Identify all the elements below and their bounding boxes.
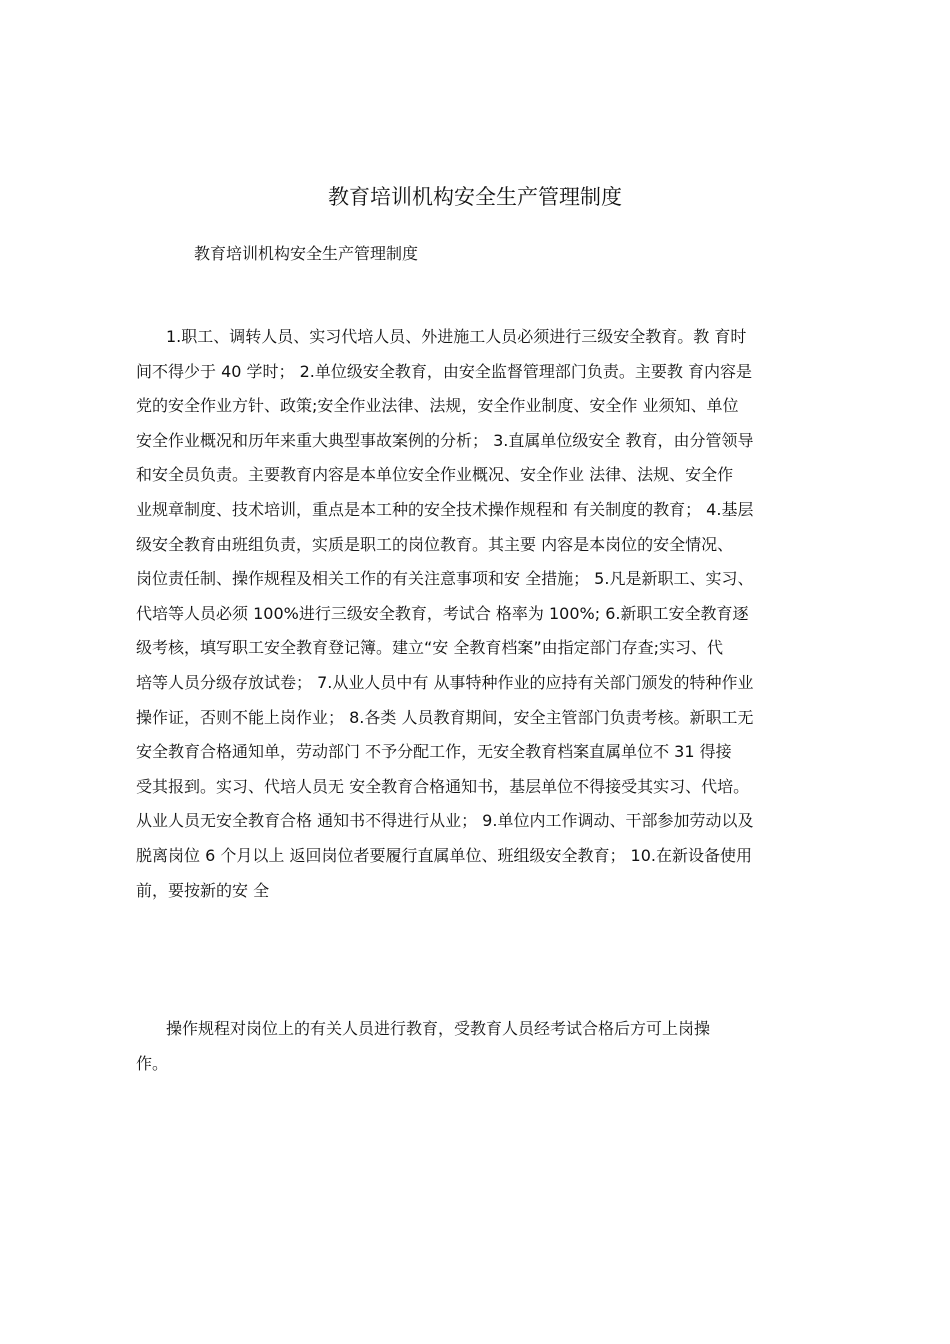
document-title: 教育培训机构安全生产管理制度 (328, 185, 622, 209)
body-line: 受其报到。实习、代培人员无 安全教育合格通知书，基层单位不得接受其实习、代培。 (136, 776, 750, 796)
body-paragraph (136, 320, 826, 908)
document-subtitle: 教育培训机构安全生产管理制度 (194, 244, 419, 263)
body-line: 级考核，填写职工安全教育登记簿。建立“安 全教育档案”由指定部门存查;实习、代 (136, 638, 724, 658)
body-line: 从业人员无安全教育合格 通知书不得进行从业； 9.单位内工作调动、干部参加劳动以及 (136, 811, 754, 831)
body-line: 岗位责任制、操作规程及相关工作的有关注意事项和安 全措施； 5.凡是新职工、实习、 (136, 569, 754, 589)
body-line: 脱离岗位 6 个月以上 返回岗位者要履行直属单位、班组级安全教育； 10.在新设备使用 (136, 845, 752, 865)
body-line: 间不得少于 40 学时； 2.单位级安全教育，由安全监督管理部门负责。主要教 育内容是 (136, 361, 752, 381)
body-line: 前，要按新的安 全 (136, 880, 270, 900)
body-line: 培等人员分级存放试卷； 7.从业人员中有 从事特种作业的应持有关部门颁发的特种作业 (136, 672, 754, 692)
body-line: 业规章制度、技术培训，重点是本工种的安全技术操作规程和 有关制度的教育； 4.基层 (136, 499, 754, 519)
closing-line: 操作规程对岗位上的有关人员进行教育，受教育人员经考试合格后方可上岗操 (166, 1019, 711, 1038)
body-line: 安全教育合格通知单，劳动部门 不予分配工作，无安全教育档案直属单位不 31 得接 (136, 742, 732, 762)
body-line: 操作证，否则不能上岗作业； 8.各类 人员教育期间，安全主管部门负责考核。新职工无 (136, 707, 754, 727)
body-line: 和安全员负责。主要教育内容是本单位安全作业概况、安全作业 法律、法规、安全作 (136, 465, 734, 485)
body-line: 1.职工、调转人员、实习代培人员、外进施工人员必须进行三级安全教育。教 育时 (166, 327, 747, 346)
body-line: 党的安全作业方针、政策;安全作业法律、法规，安全作业制度、安全作 业须知、单位 (136, 396, 739, 416)
body-line: 安全作业概况和历年来重大典型事故案例的分析； 3.直属单位级安全 教育，由分管领导 (136, 430, 754, 450)
body-line: 代培等人员必须 100%进行三级安全教育，考试合 格率为 100%; 6.新职工安全教育逐 (136, 603, 749, 623)
body-line: 级安全教育由班组负责，实质是职工的岗位教育。其主要 内容是本岗位的安全情况、 (136, 534, 734, 554)
closing-line: 作。 (136, 1053, 169, 1073)
closing-paragraph (136, 1012, 826, 1081)
